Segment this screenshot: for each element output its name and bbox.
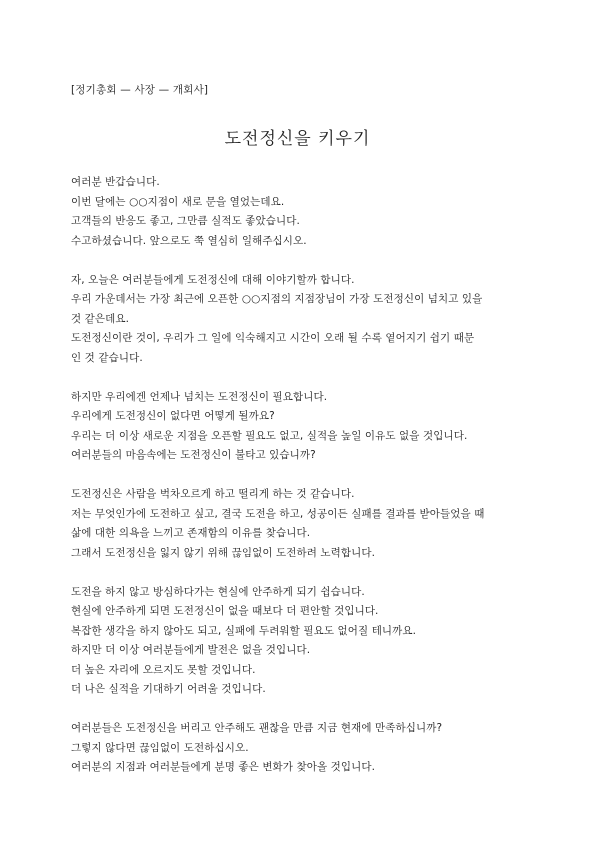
text-line: 우리는 더 이상 새로운 지점을 오픈할 필요도 없고, 실적을 높일 이유도 없을 것입니다. bbox=[71, 429, 468, 442]
text-line: 더 나은 실적을 기대하기 어려울 것입니다. bbox=[71, 683, 266, 695]
text-line: 현실에 안주하게 되면 도전정신이 없을 때보다 더 편안할 것입니다. bbox=[71, 605, 379, 617]
document-title: 도전정신을 키우기 bbox=[224, 129, 371, 149]
text-line: 이번 달에는 ○○지점이 새로 문을 열었는데요. bbox=[71, 195, 285, 208]
text-line: 복잡한 생각을 하지 않아도 되고, 실패에 두려워할 필요도 없어질 테니까요. bbox=[71, 624, 417, 637]
text-line: 삶에 대한 의욕을 느끼고 존재함의 이유를 찾습니다. bbox=[71, 527, 311, 539]
text-line: 여러분들의 마음속에는 도전정신이 불타고 있습니까? bbox=[71, 449, 316, 461]
text-line: 도전정신이란 것이, 우리가 그 일에 익숙해지고 시간이 오래 될 수록 옅어지기 쉽기 때문 bbox=[71, 332, 475, 344]
text-line: 여러분의 지점과 여러분들에게 분명 좋은 변화가 찾아올 것입니다. bbox=[71, 761, 376, 773]
text-line: 인 것 같습니다. bbox=[71, 351, 143, 364]
text-line: 우리 가운데서는 가장 최근에 오픈한 ○○지점의 지점장님이 가장 도전정신이 넘치고 있을 bbox=[71, 293, 483, 305]
text-line: 여러분들은 도전정신을 버리고 안주해도 괜찮을 만큼 지금 현재에 만족하십니까? bbox=[71, 722, 443, 734]
paragraph bbox=[71, 485, 529, 563]
text-line: 그래서 도전정신을 잃지 않기 위해 끊임없이 도전하려 노력합니다. bbox=[71, 546, 376, 559]
paragraph bbox=[71, 271, 529, 369]
paragraph bbox=[71, 388, 529, 466]
text-line: 자, 오늘은 여러분들에게 도전정신에 대해 이야기할까 합니다. bbox=[71, 273, 355, 286]
text-line: 여러분 반갑습니다. bbox=[71, 176, 160, 188]
text-line: 것 같은데요. bbox=[71, 312, 130, 325]
text-line: 하지만 우리에겐 언제나 넘치는 도전정신이 필요합니다. bbox=[71, 390, 328, 403]
text-line: 수고하셨습니다. 앞으로도 쭉 열심히 일해주십시오. bbox=[71, 234, 307, 247]
paragraph bbox=[71, 173, 529, 251]
text-line: 더 높은 자리에 오르지도 못할 것입니다. bbox=[71, 663, 256, 676]
text-line: 하지만 더 이상 여러분들에게 발전은 없을 것입니다. bbox=[71, 644, 311, 656]
document-body bbox=[71, 173, 529, 797]
paragraph bbox=[71, 719, 529, 778]
text-line: 고객들의 반응도 좋고, 그만큼 실적도 좋았습니다. bbox=[71, 215, 300, 227]
paragraph bbox=[71, 583, 529, 700]
text-line: 우리에게 도전정신이 없다면 어떻게 될까요? bbox=[71, 410, 275, 422]
text-line: 도전정신은 사람을 벅차오르게 하고 떨리게 하는 것 같습니다. bbox=[71, 488, 355, 500]
text-line: 그렇지 않다면 끊임없이 도전하십시오. bbox=[71, 741, 249, 754]
text-line: 저는 무엇인가에 도전하고 싶고, 결국 도전을 하고, 성공이든 실패를 결과를 받아들었을 때 bbox=[71, 507, 485, 520]
header-tag: [정기총회 — 사장 — 개회사] bbox=[71, 84, 209, 96]
text-line: 도전을 하지 않고 방심하다가는 현실에 안주하게 되기 쉽습니다. bbox=[71, 585, 365, 598]
